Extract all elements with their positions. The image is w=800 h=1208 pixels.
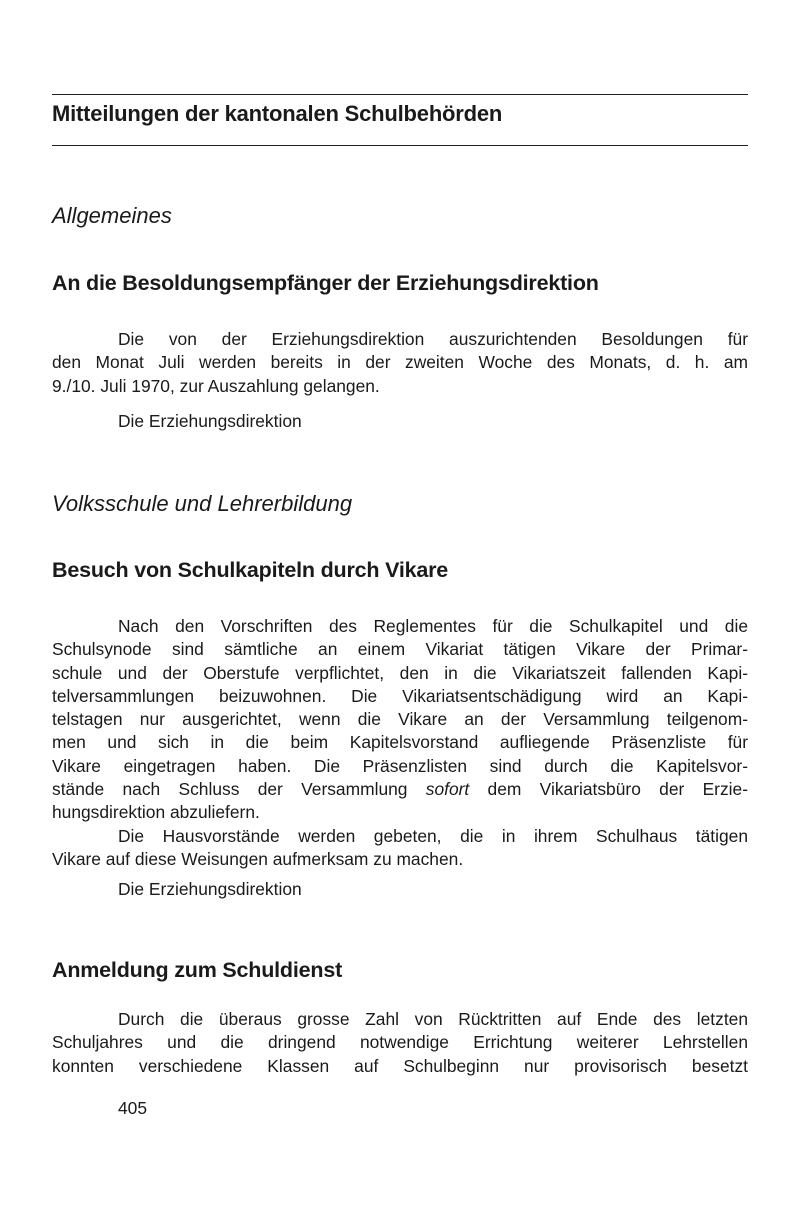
text-line: Schulsynode sind sämtliche an einem Vikariat tätigen Vikare der Primar- [52,639,748,660]
text-line: hungsdirektion abzuliefern. [52,802,260,823]
bottom-rule [52,145,748,146]
signature-besoldung: Die Erziehungsdirektion [118,411,302,431]
text-line: 9./10. Juli 1970, zur Auszahlung gelangen. [52,375,380,396]
text-line: men und sich in die beim Kapitelsvorstand aufliegende Präsenzliste für [52,732,748,753]
masthead-title: Mitteilungen der kantonalen Schulbehörden [52,101,503,126]
article-title-besoldung: An die Besoldungsempfänger der Erziehungsdirektion [52,271,599,295]
emphasis-text: sofort [425,779,470,800]
article-title-schulkapitel: Besuch von Schulkapiteln durch Vikare [52,558,449,582]
article-body-schulkapitel [52,615,748,871]
section-title-allgemeines: Allgemeines [52,203,172,228]
article-body-anmeldung [52,1008,748,1078]
page-number: 405 [118,1098,148,1118]
text-line: Die von der Erziehungsdirektion auszurichtenden Besoldungen für [118,329,748,349]
signature-schulkapitel: Die Erziehungsdirektion [118,879,302,899]
text-line: telversammlungen beizuwohnen. Die Vikariatsentschädigung wird an Kapi- [52,685,748,706]
text-run: dem Vikariatsbüro der Erzie- [469,779,749,800]
text-line: den Monat Juli werden bereits in der zweiten Woche des Monats, d. h. am [52,352,748,373]
text-line: telstagen nur ausgerichtet, wenn die Vikare an der Versammlung teilgenom- [52,709,748,730]
text-line: Vikare eingetragen haben. Die Präsenzlisten sind durch die Kapitelsvor- [52,755,748,776]
text-line-with-emphasis [52,778,748,801]
document-page [52,0,748,1208]
text-line: Nach den Vorschriften des Reglementes für die Schulkapitel und die [118,616,748,636]
text-line: konnten verschiedene Klassen auf Schulbeginn nur provisorisch besetzt [52,1055,748,1076]
text-line: Durch die überaus grosse Zahl von Rücktritten auf Ende des letzten [118,1009,748,1029]
text-line: Die Hausvorstände werden gebeten, die in ihrem Schulhaus tätigen [118,825,748,846]
text-run: stände nach Schluss der Versammlung [52,779,426,800]
top-rule [52,94,748,95]
text-line: Vikare auf diese Weisungen aufmerksam zu machen. [52,848,464,869]
text-line: schule und der Oberstufe verpflichtet, den in die Vikariatszeit fallenden Kapi- [52,662,748,683]
article-body-besoldung [52,328,748,398]
section-title-volksschule: Volksschule und Lehrerbildung [52,491,353,516]
article-title-anmeldung: Anmeldung zum Schuldienst [52,958,343,982]
text-line: Schuljahres und die dringend notwendige Errichtung weiterer Lehrstellen [52,1032,748,1053]
